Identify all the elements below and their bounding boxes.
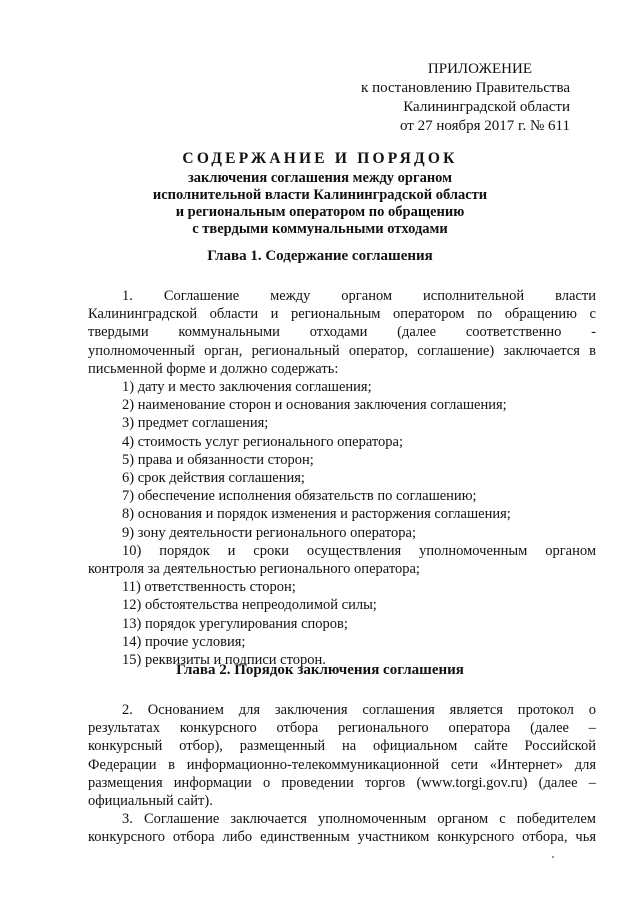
paragraph-line: твердыми коммунальными отходами (далее соответственно - [88, 324, 596, 341]
list-item: 7) обеспечение исполнения обязательств по соглашению; [122, 488, 477, 505]
appendix-header [270, 60, 570, 136]
list-item: 15) реквизиты и подписи сторон. [122, 652, 326, 669]
list-item: 5) права и обязанности сторон; [122, 451, 314, 468]
list-item: 8) основания и порядок изменения и расторжения соглашения; [122, 506, 511, 523]
subtitle-line: и региональным оператором по обращению [175, 204, 465, 220]
document-title: СОДЕРЖАНИЕ И ПОРЯДОК [182, 150, 458, 167]
subtitle-line: исполнительной власти Калининградской области [152, 187, 488, 203]
list-item: 2) наименование сторон и основания заключения соглашения; [122, 397, 507, 414]
scan-speck [552, 856, 554, 858]
list-item: 13) порядок урегулирования споров; [122, 615, 348, 632]
paragraph-line: конкурсный отбор), размещенный на официальном сайте Российской [88, 738, 596, 755]
list-item: 1) дату и место заключения соглашения; [122, 379, 372, 396]
paragraph-line: письменной форме и должно содержать: [88, 360, 339, 377]
chapter-2-heading: Глава 2. Порядок заключения соглашения [176, 662, 464, 678]
list-item-continuation: контроля за деятельностью регионального оператора; [88, 561, 420, 578]
list-item: 11) ответственность сторон; [122, 579, 296, 596]
paragraph-line: Калининградской области и региональным оператором по обращению с [88, 306, 596, 323]
paragraph-line: 3. Соглашение заключается уполномоченным органом с победителем [122, 811, 596, 828]
list-item: 3) предмет соглашения; [122, 415, 269, 432]
subtitle-line: заключения соглашения между органом [187, 170, 453, 186]
list-item: 6) срок действия соглашения; [122, 470, 305, 487]
list-item: 12) обстоятельства непреодолимой силы; [122, 597, 377, 614]
paragraph-line: результатах конкурсного отбора регионального оператора (далее – [88, 720, 596, 737]
chapter-2-body [88, 701, 596, 847]
paragraph-line: конкурсного отбора либо единственным участником конкурсного отбора, чья [88, 829, 596, 846]
list-item: 9) зону деятельности регионального оператора; [122, 524, 417, 541]
list-item: 14) прочие условия; [122, 633, 246, 650]
list-item: 10) порядок и сроки осуществления уполномоченным органом [122, 542, 596, 559]
paragraph-line: официальный сайт). [88, 793, 213, 810]
paragraph-line: размещения информации о проведении торгов (www.torgi.gov.ru) (далее – [88, 774, 596, 791]
appendix-line: к постановлению Правительства [361, 80, 570, 96]
subtitle-line: с твердыми коммунальными отходами [192, 221, 448, 237]
paragraph-line: Федерации в информационно-телекоммуникационной сети «Интернет» для [88, 756, 596, 773]
appendix-date: от 27 ноября 2017 г. № 611 [400, 118, 570, 134]
document-subtitle [0, 170, 640, 238]
paragraph-line: 2. Основанием для заключения соглашения является протокол о [122, 702, 596, 718]
chapter-1-heading: Глава 1. Содержание соглашения [207, 248, 433, 264]
paragraph-line: 1. Соглашение между органом исполнительной власти [122, 288, 596, 304]
appendix-title: ПРИЛОЖЕНИЕ [427, 61, 532, 77]
appendix-line: Калининградской области [403, 99, 570, 115]
list-item: 4) стоимость услуг регионального оператора; [122, 433, 403, 450]
chapter-1-body [88, 287, 596, 669]
paragraph-line: уполномоченный орган, региональный оператор, соглашение) заключается в [88, 342, 596, 359]
